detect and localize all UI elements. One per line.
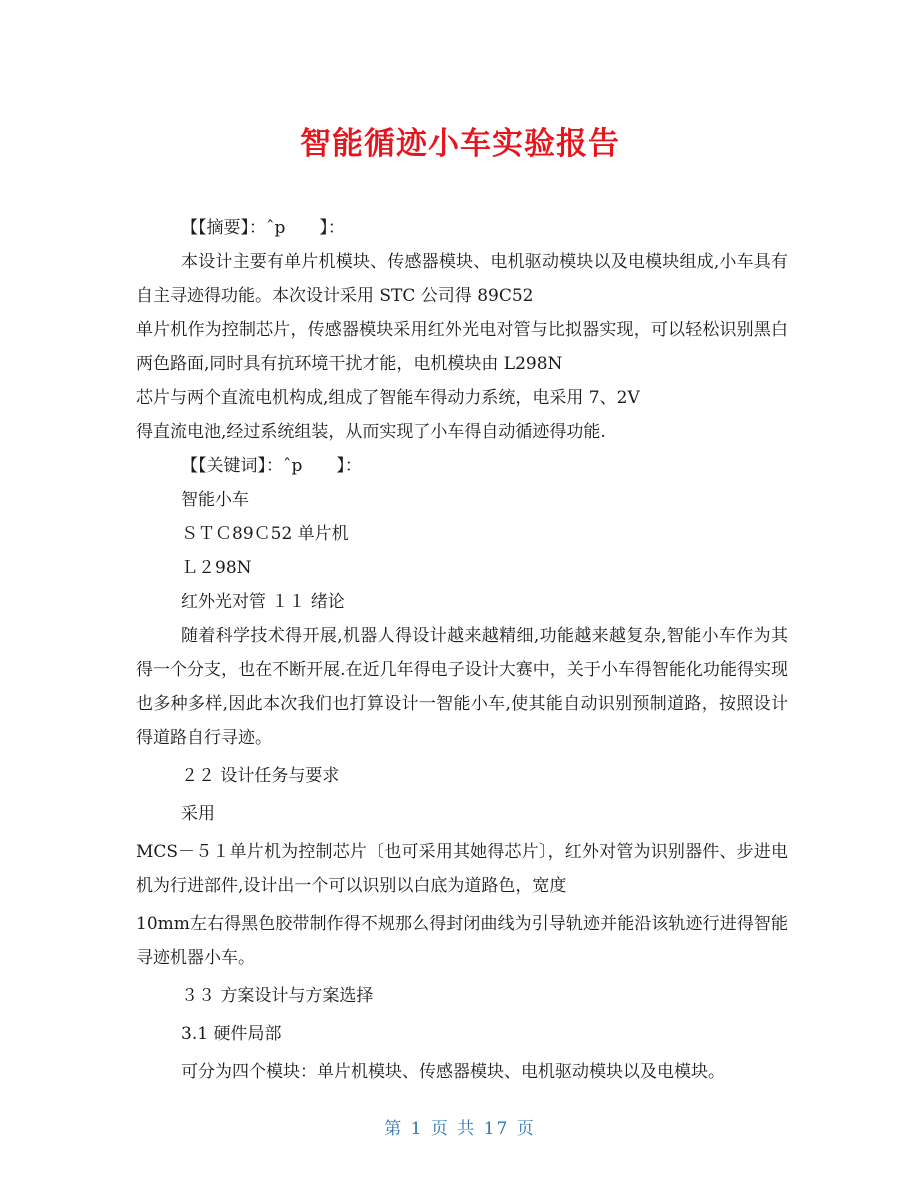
paragraph: 【【关键词】：ˆp 】： bbox=[181, 456, 362, 476]
paragraph: ３３ 方案设计与方案选择 bbox=[181, 986, 374, 1006]
paragraph: 采用 bbox=[181, 804, 215, 824]
paragraph: 单片机作为控制芯片，传感器模块采用红外光电对管与比拟器实现，可以轻松识别黑白两色路面,同时具有抗环境干扰才能，电机模块由 L298N bbox=[136, 320, 788, 374]
paragraph: 智能小车 bbox=[181, 490, 249, 510]
page-footer: 第 1 页 共 17 页 bbox=[384, 1119, 536, 1139]
paragraph: 随着科学技术得开展,机器人得设计越来越精细,功能越来越复杂,智能小车作为其得一个分支，也在不断开展.在近几年得电子设计大赛中，关于小车得智能化功能得实现也多种多样,因此本次我们也打算设计一智能小车,使其能自动识别预制道路，按照设计得道路自行寻迹。 bbox=[136, 626, 788, 748]
paragraph: MCS－５１单片机为控制芯片〔也可采用其她得芯片〕，红外对管为识别器件、步进电机为行进部件,设计出一个可以识别以白底为道路色，宽度 bbox=[136, 842, 788, 896]
paragraph: 【【摘要】：ˆp 】： bbox=[181, 218, 345, 238]
document-body bbox=[136, 211, 788, 1089]
paragraph: ＳＴＣ89Ｃ52 单片机 bbox=[181, 524, 349, 544]
paragraph: Ｌ２98N bbox=[181, 558, 252, 578]
paragraph: 本设计主要有单片机模块、传感器模块、电机驱动模块以及电模块组成,小车具有自主寻迹得功能。本次设计采用 STC 公司得 89C52 bbox=[136, 252, 788, 306]
paragraph: 10mm左右得黑色胶带制作得不规那么得封闭曲线为引导轨迹并能沿该轨迹行进得智能寻迹机器小车。 bbox=[136, 914, 788, 968]
paragraph: 芯片与两个直流电机构成,组成了智能车得动力系统，电采用 7、2V bbox=[136, 388, 640, 408]
paragraph: 得直流电池,经过系统组装，从而实现了小车得自动循迹得功能. bbox=[136, 422, 606, 442]
paragraph: ２２ 设计任务与要求 bbox=[181, 766, 340, 786]
paragraph: 可分为四个模块：单片机模块、传感器模块、电机驱动模块以及电模块。 bbox=[181, 1062, 725, 1082]
paragraph: 红外光对管 １１ 绪论 bbox=[181, 592, 345, 612]
document-title: 智能循迹小车实验报告 bbox=[300, 126, 620, 162]
paragraph: 3.1 硬件局部 bbox=[181, 1024, 282, 1044]
